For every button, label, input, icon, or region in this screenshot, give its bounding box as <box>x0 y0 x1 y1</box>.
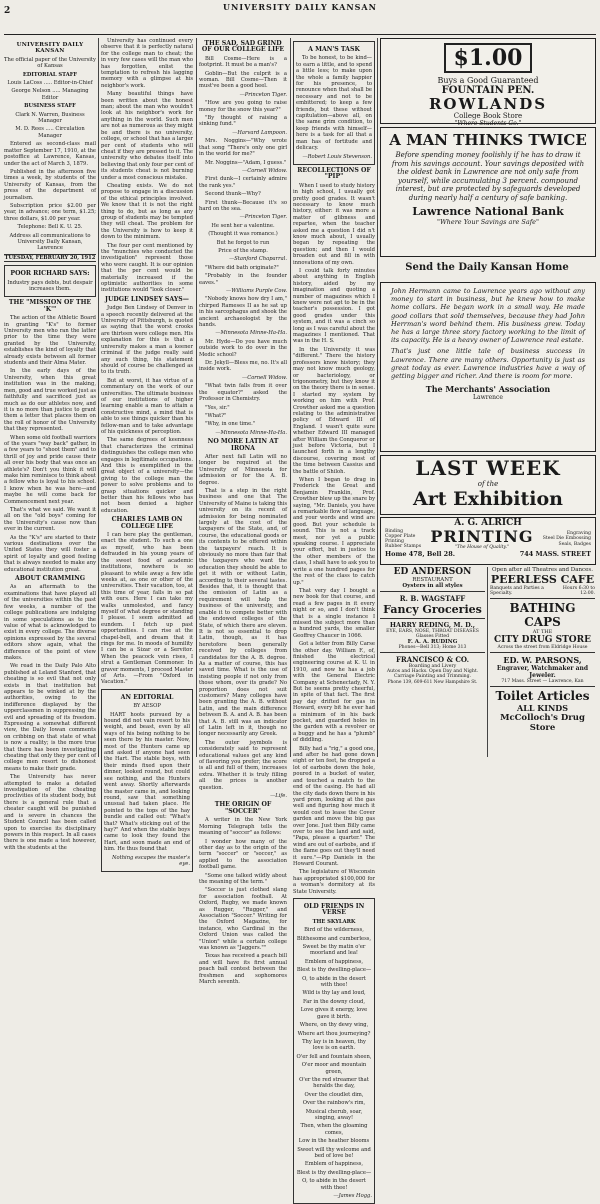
merchants-signature: The Merchants' Association <box>425 384 551 395</box>
column-1 <box>4 38 96 851</box>
lindsey-paragraph: The same degrees of keenness that characterizes the criminal distinguishes the college men who engages in legitimate occupations. And this is exemplified in the great object of a university—the giving to the college man the power to solve problems and to grasp situations quicker and better than his fellows who has not been denied a higher education. <box>101 437 193 514</box>
address-note: Address all communications to University Daily Kansan, Lawrence <box>9 232 91 252</box>
editorial-heading: AN EDITORIAL <box>120 693 174 701</box>
lindsey-paragraph: Judge Ben Lindsey of Denver in a speech recently delivered at the University of Pittsburgh, is quoted as saying that the worst crooks are thirteen were college men. His explanation for this is that a university makes a man a keener criminal if the judge really said any such thing, his statement should of course be challenged as to its truth. <box>101 305 193 376</box>
bank-headline: A MAN THINKS TWICE <box>389 131 587 149</box>
lindsey-paragraph: But at worst, it has virtue of a commentary on the work of our universities. The ultimate business of our institutions of higher learning enable a man to attain a constructive mind, a mind that is able to see things quicker than his fellow-man and to take advantage of his quickness of perception. <box>101 377 193 435</box>
joke-line: He sent her a valentine. <box>211 222 275 229</box>
peerless-row <box>490 586 595 596</box>
mission-paragraph: As the "K's" are started to their various destinations over the United States they will foster a spirit of loyalty and good feeling that is always needed to make any educational institution great. <box>4 534 96 573</box>
mans-task-heading: A MAN'S TASK <box>308 46 360 53</box>
ad-block <box>490 653 595 687</box>
joke-source: —Cornell Widow. <box>242 167 287 174</box>
francisco: FRANCISCO & CO. <box>395 655 470 664</box>
pen-line-2: FOUNTAIN PEN. <box>441 85 535 96</box>
ad-block <box>380 567 485 592</box>
city-drug-store: CITY DRUG STORE <box>494 635 591 645</box>
alrich-row <box>381 528 595 550</box>
business-heading: BUSINESS STAFF <box>24 103 76 110</box>
art-exhibition: Art Exhibition <box>413 488 563 510</box>
subscription-note: Subscription price $2.00 per year, in advance; one term, $1.25; three dollars, $1.00 per year. <box>4 202 96 222</box>
peerless-hours: Hours 6:30 to 12:00. <box>562 586 595 596</box>
old-friends-box <box>293 898 375 1204</box>
mission-paragraph: The action of the Athletic Board in granting "K's" to former University men who ran the latter prior to the time they were granted by the University, establishes the kind of loyalty that already exists between all former students and their Alma Mater. <box>4 315 96 367</box>
staff-line: Louis LaCoss ..... Editor-in-Chief <box>7 80 93 87</box>
ed-anderson: ED ANDERSON <box>393 567 472 577</box>
legislature-note: The legislature of Wisconsin has appropriated $100,000 for a woman's dormitory at its State University. <box>293 869 375 895</box>
poem-line: Thy lay is in heaven, thy love is on earth. <box>302 1038 366 1052</box>
bank-body: Before spending money foolishly if he has to draw it from his savings account. Your savings deposited with the oldest bank in Lawrence are not only safe from yourself, while accumulating 3 percent. compound interest, but are protected by safeguards developed during nearly half a century of safe banking. <box>391 151 585 202</box>
wagstaff: R. B. WAGSTAFF <box>399 594 466 603</box>
masthead-rule <box>4 34 596 35</box>
charles-paragraph: I can here play the gentleman, enact the student. To such a one as myself, who has been defrauded in his young years of the sweet food of academic institutions, nowhere is so pleasant to while away a few idle weeks at, as one or other of the universities. Their vacation, too, at this time of year, falls in so pat with ours. Here I can take my walks unmolested, and fancy myself of what degree or standing I please. I seem admitted ad eundem. I fetch up past opportunities. I can rise at the chapel-bell, and dream that it rings for me. In moods of humility I can be a Sizar or a Servitor. When the peacock vein rises, I strut a Gentleman Commoner. In graver moments, I proceed Master of Arts. —From "Oxford in Vacation." <box>101 532 193 686</box>
alrich-bottom <box>381 550 595 558</box>
open-after: Open after all Theatres and Dances. <box>492 567 593 573</box>
poem-line: O'er fell and fountain sheen, <box>296 1053 372 1060</box>
latin-source: —Life. <box>270 793 287 800</box>
alrich-center <box>430 528 533 550</box>
sharp-text: Industry pays debts, but despair increases them. <box>7 279 93 292</box>
alrich-name: A. G. ALRICH <box>454 518 522 528</box>
masthead <box>0 0 600 40</box>
poem-line: Blest is thy dwelling-place— <box>296 1169 372 1176</box>
ad-block <box>380 592 485 619</box>
ad-block <box>380 653 485 685</box>
store-name: ROWLANDS <box>428 95 548 113</box>
old-friends-heading: OLD FRIENDS IN VERSE <box>303 903 365 917</box>
soccer-paragraph: I wonder how many of the other day as to the origin of the term "soccer" or "soccer," as applied to the association football game. <box>199 838 287 871</box>
joke-line: First dunk—I certainly admire the rank yes." <box>199 176 287 189</box>
pen-price: $1.00 <box>453 45 523 71</box>
joke-source: —Williams Purple Cow. <box>226 288 287 294</box>
francisco-phone: Phone 139, 609-611 New Hampshire St. <box>387 679 478 685</box>
merchants-body-2: That's just one little tale of business success in Lawrence. There are many others. Opportunity is just as great today as ever. Lawrence industries have a way of getting bigger and richer. And there is room for more. <box>391 347 585 381</box>
harry-reding: HARRY REDING, M. D., <box>389 621 476 629</box>
joke-line: But he forgot to run <box>216 239 270 246</box>
store-sub: College Book Store <box>453 112 523 120</box>
editorial-byline: BY AESOP <box>133 703 161 710</box>
poem-line: Far in the downy cloud, <box>302 998 366 1005</box>
joke-line: "Nobody knows how dry I am," chirped Rameses II as he sat up in his sarcophagus and shook the ancient archaeologist by the hands. <box>199 296 287 329</box>
poem-author: —James Hogg. <box>333 1193 372 1200</box>
merchants-body: John Hermann came to Lawrence years ago without any money to start in business, but he knew how to make home collars. He began work in a small way. He made good collars that sold themselves, because they had John Herrman's word behind them. His business grew. Today he has a large three story factory working to the limit of its capacity. He is a heavy owner of Lawrence real estate. <box>391 287 585 345</box>
soccer-paragraph: A writer in the New York Morning Telegraph tells the meaning of "soccer" as follows: <box>199 817 287 837</box>
entered-note: Entered as second-class mail matter September 17, 1910, at the postoffice at Lawrence, Kansas, under the act of March 3, 1879. <box>4 141 96 167</box>
editorial-moral: Nothing escapes the master's eye. <box>111 854 190 867</box>
alrich-service: Binding <box>385 528 404 534</box>
about-note: Published in the afternoon five times a week, by students of the University of Kansas, from the press of the department of journalism. <box>4 168 96 201</box>
soccer-paragraph: "Soccer is just clothed slang for association football. At Oxford, Rugby, we made known as Rugger, "Rugger," and Association "Soccer." Writing for the Oxford Magazine, for instance, who Cardinal in the Oxford Union was called the "Union" while a certain college was known as "Jaggers."" <box>199 887 287 951</box>
charles-heading: CHARLES LAMB ON COLLEGE LIFE <box>111 516 183 530</box>
pip-paragraph: I could talk forty minutes about anything in English history, aided by my imagination and quoting a number of magazines which I knew were not apt to be in the teacher's possession. I got good grades under this system, and it was a cinch so long as I was careful about the magazines I mentioned. That was in the H. S. <box>293 268 375 345</box>
column-divider <box>290 38 291 757</box>
cramming-paragraph: We read in the Daily Palo Alto published at Leland Stanford, that cheating is so evil that not only exists in that institution but appears to be winked at by the authorities, owing to the indifference displayed by the upperclassmen in suppressing the evil and spreading of its freedom. Expressing a somewhat different view, the Daily Iowan comments on cribbing on that state of what is now a reality; is the more true that there has been investigating cheating that only they per cent of college men resort to dishonest means to make their grade. <box>4 663 96 772</box>
poem-line: Blithesome and cumberless, <box>296 935 372 942</box>
poem-line: Over the cloudlet dim, <box>304 1091 364 1098</box>
lindsey-heading: JUDGE LINDSEY SAYS— <box>105 295 189 303</box>
city-drug-location: Across the street from Eldridge House <box>497 645 588 650</box>
joke-line: Price of the stamp. <box>218 247 268 254</box>
pip-paragraph: Billy had a "rig," a good one, and after he had gone down eight or ten feet, he dropped a lot of earbobs down the hole, poured in a bucket of water, and touched a match to the end of the casing. He had all the city dads down there in his yard prom, looking at the gas well and figuring how much it would cost to lease the Cover garden and move the big gas over Jone. Just then Billy came over to see the land and said, "Papa, please a quarter." The wind are out of earbobs, and if the flame goes out they'll need it sure."—Pip Daniels in the Howard Courant. <box>293 745 375 867</box>
sad-heading: THE SAD, SAD GRIND OF OUR COLLEGE LIFE <box>201 40 285 54</box>
joke-line: "Why, in one time." <box>205 421 256 428</box>
of-the: of the <box>477 480 499 488</box>
mission-heading: THE "MISSION OF THE 'K'" <box>8 299 92 313</box>
poem-line: O, to abide in the desert with thee! <box>302 975 366 989</box>
alrich-right <box>543 531 591 547</box>
issue-date: TUESDAY, FEBRUARY 20, 1912 <box>4 254 96 261</box>
poem-line: Love gives it energy, love gave it birth. <box>300 1007 368 1020</box>
small-ads-left <box>380 567 485 759</box>
page-number: 2 <box>4 6 11 16</box>
harry-specialty: EYE, EARS, NOSE, THROAT DISEASES <box>386 629 479 634</box>
joke-line: "Where did bath originate?" <box>205 264 279 271</box>
mission-paragraph: In the early days of the University, when this great institution was in the making, men, good and true worked just as faithfully and sacrificed just as much as do our athletes now, and it is no more than justice to grant them a letter that places them on the roll of honor of the University that they represented. <box>4 368 96 433</box>
joke-line: (Thought it was romance.) <box>208 231 278 238</box>
ad-block <box>490 687 595 733</box>
store-tag: "Where Students Go." <box>454 120 522 127</box>
ad-block <box>490 567 595 599</box>
column-3 <box>199 38 287 986</box>
staff-line: George Nelson ..... Managing Editor <box>11 88 89 101</box>
alrich-service: Copper Plate <box>385 533 416 539</box>
pen-line-1: Buys a Good Guaranteed <box>437 76 539 85</box>
joke-line: "Yes, sir." <box>205 404 230 411</box>
fountain-pen-ad <box>380 38 596 127</box>
ad-block <box>380 619 485 653</box>
bank-name: Lawrence National Bank <box>412 204 564 218</box>
poem-line: Blest is thy dwelling-place— <box>296 967 372 974</box>
joke-line: Bill Cosme—Here is a footprint. It must be a man's? <box>199 55 287 69</box>
bank-ad <box>380 127 596 257</box>
bathing-caps: BATHING CAPS <box>509 601 576 629</box>
merchants-city: Lawrence <box>473 394 503 402</box>
last-week: LAST WEEK <box>415 456 561 480</box>
poem-lines <box>296 927 372 1191</box>
poem-line: Emblem of happiness, <box>304 958 364 965</box>
poem-line: O'er the red streamer that heralds the day, <box>299 1076 369 1090</box>
alrich-phone: Home 478, Bell 28. <box>385 550 455 558</box>
joke-source: —Princeton Tiger. <box>239 91 287 98</box>
soccer-paragraph: Texas has received a peach bill and will have its first annual peach ball contest between the freshmen and sophomores March seventh. <box>199 953 287 986</box>
pip-paragraph: When I used to study history in high school, I usually got pretty good grades. It wasn't necessary to know much history, either: it was more a matter of glibness and repartee, when the teacher asked me a question I did n't know much about, I usually began by repeating the question; and then I would broaden out and fill in with innovations of my own. <box>293 182 375 266</box>
alrich-left <box>385 529 421 550</box>
sharp-heading: POOR RICHARD SAYS: <box>10 270 90 278</box>
joke-line: Mr. Hyde—Do you have much outside work to do over in the Medic school? <box>199 338 287 358</box>
joke-source: —Minnesota Minne-Ha-Ha. <box>215 330 287 337</box>
soccer-paragraph: "Some one talked wildly about the meaning of the term." <box>199 872 287 885</box>
poem-line: O'er moor and mountain green, <box>301 1062 367 1075</box>
poem-line: Emblem of happiness, <box>304 1161 364 1168</box>
fa-phones: Phones—Bell 313; Home 313 <box>398 645 467 650</box>
column-2 <box>101 38 193 867</box>
latin-heading: NO MORE LATIN AT IRONA <box>207 438 279 452</box>
poem-line: Bird of the wilderness, <box>304 927 364 934</box>
poem-line: Then, when the gloaming comes, <box>300 1123 368 1136</box>
poem-line: Where art thou journeying? <box>297 1030 371 1037</box>
poem-line: Where, on thy dewy wing, <box>299 1022 369 1029</box>
joke-line: "How are you going to raise money for the snow this year?" <box>199 100 287 113</box>
joke-source: —Princeton Tiger. <box>239 214 287 221</box>
paper-name: UNIVERSITY DAILY KANSAN <box>16 42 84 55</box>
ads-divider <box>487 567 488 757</box>
poem-title: THE SKYLARK <box>312 918 356 925</box>
pip-heading: RECOLLECTIONS OF "PIP" <box>297 166 371 181</box>
joke-line: Goblin—But the culprit is a woman. Bill Cosme—Then it must've been a good heel. <box>199 70 287 90</box>
all-kinds: ALL KINDS <box>517 703 568 713</box>
engraver: Engraver, Watchmaker and Jeweler. <box>496 665 589 679</box>
ad-block <box>490 599 595 653</box>
pip-paragraph: That very day I bought a new book for that course, and read a few pages in it every night or so, and I don't think that is a single instance I missed the subject more than a hundred yards, the smaller Geoffrey Chaucer in 1066. <box>293 587 375 639</box>
poem-line: Musical cherub, soar, singing, away! <box>305 1108 363 1121</box>
masthead-title: UNIVERSITY DAILY KANSAN <box>223 2 377 12</box>
column-divider <box>377 38 378 757</box>
editorial-box <box>101 689 193 873</box>
joke-source: —Cornell Widow. <box>242 374 287 381</box>
joke-line: Second thunk—Why? <box>205 191 261 198</box>
telephone-note: Telephone: Bell K. U. 25. <box>17 224 83 231</box>
poem-line: Over the rainbow's rim, <box>302 1100 366 1107</box>
mccolloch: McColloch's Drug Store <box>500 713 585 733</box>
joke-line: Mrs. Noggins—"Why wrote that song "There's only one girl in the world for me?" <box>199 138 287 158</box>
poem-line: Wild is thy lay and loud, <box>302 990 366 997</box>
art-exhibition-ad <box>380 455 596 515</box>
cramming-paragraph: The University has never attempted to make a detailed investigation of the cheating proclivities of its student body, but there is a general rule that a cheater caught will be punished and is severe in chances the Student Council has been called upon to exercise its disciplinary powers in this respect. In all cases there is one made a test however, with the students at the <box>4 774 96 851</box>
official-note: The official paper of the University of Kansas <box>4 56 96 70</box>
small-ads-right <box>490 567 595 759</box>
pip-paragraph: When I began to drag in Frederick the Great and Benjamin Franklin, Prof. Crowther blew up the snare by saying, "Mr. Daniels, you have a remarkable flow of language, and your words and wind are good. But your schedule is sound. This is not a track meet, nor yet a public speaking course. I appreciate your effort, but in justice to the other members of the class, I shall have to ask you to write a one hundred pages for the rest of the class to catch up." <box>293 477 375 586</box>
toilet-articles: Toilet Articles <box>495 689 590 703</box>
mission-paragraph: When some old football warriors of the years "way back" gather, in a few years to "shoot them" and to thrill of joy and pride cause their all over his body that was once an athlete's? Don't you think it will make him reminisce to think about a fellow who is loyal to his school. I know when he was here—and maybe he will come back for Commencement next year. <box>4 434 96 505</box>
peerless-banquets: Banquets and Parties a Specialty. <box>490 586 544 596</box>
alrich-ad <box>380 517 596 565</box>
sharp-box <box>4 265 96 297</box>
ed-parsons: ED. W. PARSONS, <box>503 655 582 665</box>
pip-paragraph: In the University it was "different." There the history professors know history; they may not know much geology, or bacteriology, or trigonometry, but they know it on the theory there is in sense. I started my system by working on him with Prof. Crowther asked me a question relating to the administrative policy of Edward III of England. I wasn't quite sure whether Edward III managed after William the Conqueror or just before Victoria, but I launched forth in a lengthy discourse, covering most of the time between Cassius and the battle of Shiloh. <box>293 346 375 475</box>
joke-line: Dr. Jekyll—Bless me, no. It's all inside work. <box>199 360 287 373</box>
mans-task-source: —Robert Louis Stevenson. <box>302 153 372 160</box>
cramming-heading: ABOUT CRAMMING <box>14 575 86 583</box>
column-4 <box>293 38 375 1200</box>
joke-source: —Minnesota Minne-Ha-Ha. <box>215 429 287 436</box>
column-divider <box>196 38 197 757</box>
alrich-service: Seals, Badges <box>558 541 591 547</box>
alrich-printing: PRINTING <box>430 527 534 546</box>
poem-line: O, to abide in the desert with thee! <box>302 1178 366 1191</box>
mission-paragraph: That's what we said. We want it all on the "old boys" coming for the University's cause now than ever in the current. <box>4 507 96 533</box>
francisco-sub: Boarding and Livery <box>408 664 457 669</box>
joke-source: —Harvard Lampoon. <box>232 129 287 136</box>
fancy-groceries: Fancy Groceries <box>383 603 482 616</box>
send-kansan-home: Send the Daily Kansan Home <box>405 262 569 273</box>
fa-ruding: F. A. A. RUDING <box>407 639 458 645</box>
alrich-service: Engraving <box>566 531 591 537</box>
peerless-cafe: PEERLESS CAFE <box>490 573 595 586</box>
francisco-line: Autos and Hacks. Open Day and Night. Carriage Painting and Trimming. <box>386 669 479 680</box>
alrich-address: 744 MASS. STREET <box>519 550 591 558</box>
latin-paragraph: The outer jsymbols is considerately said to represent educational values get any kind of flavoring you prefer; the score is all and full of them, increases extra. Whether it is truly filling all the prices is another question. <box>199 739 287 791</box>
poem-line: Sweet will thy welcome and bed of love be! <box>297 1146 371 1159</box>
cramming-paragraph: University has continued every observe that it is perfectly natural for the college man to cheat; the in very few cases will the man who has forgotten, enlist the temptation to refresh his lagging memory with a glimpse at his neighbor's work. <box>101 38 193 89</box>
joke-line: "By thought of raising a sinking fund." <box>199 115 287 128</box>
soccer-heading: THE ORIGIN OF "SOCCER" <box>214 801 272 815</box>
poem-line: Low in the heather blooms <box>298 1138 370 1145</box>
latin-paragraph: After next fall Latin will no longer be required at the University of Minnesota for admission or for the A. B. degree. <box>199 453 287 486</box>
alrich-service: Rubber Stamps <box>385 544 422 550</box>
alrich-service: Printing <box>385 539 404 544</box>
latin-paragraph: That is a step in the right business and one that The University of Maine is taking this university on its recent of admission for being nominated largely at the cost of the taxpayers of the State, and, of course, the educational goods or its contents to be offered within the taxpayers' reach. It is obviously no more than fair that the taxpayers who want the education they should be able to get it with or without Latin, according to their several tastes. Besides that, it is thought that the omission of Latin as a requirement will help the business of the university, and enable it to compete better with the endowed colleges of the State, of which there are eleven. It is not so essential to drop Latin, though, as it has heretofore been generally received by colleges from candidates for the A. B. degree. As a matter of course, this has saved time. What is the use of insisting people if not only from those whom, over its grade? No proportion does not suit customers? Many colleges have been granting the A. B. without Latin, and the main difference between B. A. and A. B. has been that A. B. still was an indicator of Latin left in it, though no longer necessarily any Greek. <box>199 487 287 738</box>
business-line: Clark N. Warren, Business Manager <box>15 111 85 125</box>
joke-source: —Stanford Chaparral. <box>229 256 287 263</box>
column-divider <box>98 38 99 757</box>
joke-line: Mr. Noggins—"Adam, I guess." <box>205 159 287 166</box>
staff-heading: EDITORIAL STAFF <box>22 71 78 78</box>
bank-tag: "Where Your Savings are Safe" <box>436 217 540 226</box>
price-box <box>444 43 533 73</box>
engraver-address: 717 Mass. Street — Lawrence, Kan <box>501 679 584 684</box>
harry-glasses: Glasses Fitted <box>415 634 450 639</box>
bathing-at: AT THE <box>532 629 553 635</box>
editorial-paragraph: HART hoots pursued by a hound did not vain resort to his weight, and beast, even by all ways of his being nothing to be seen there by his master. Now, most of the Hunters came up and asked if anyone had seen the Hart. The stable boys, with their minds fixed upon their dinner, looked round, but could see nothing, and the Hunters went away. Shortly afterwards the master came in, and looking round, saw that something unusual had taken place. He pointed to the tops of the hay bundle and called out: "What's that? What's sticking out of the hay?" And when the stable boys came to look they found the Hart, and soon made an end of him. He thus found that <box>104 711 190 853</box>
alrich-service: Steel Die Embossing <box>542 536 591 542</box>
merchants-ad <box>380 282 596 452</box>
poem-line: Sweet be thy matin o'er moorland and lea! <box>302 944 366 957</box>
mans-task-paragraph: To be honest, to be kind—to earn a little, and to spend a little less; to make upon the whole a family happier for his presence, to renounce when that shall be necessary and not to be embittered; to keep a few friends, but these without capitulation—above all, on the same grim condition, to keep friends with himself—here is a task for all that a man has of fortitude and delicacy. <box>296 55 372 152</box>
cramming-paragraph: Many beautiful things have been written about the honest man; about the man who wouldn't look at his neighbor's work for anything in the world. Such men are not as numerous as they might be and there is no university, college, or school that has a larger per cent of students who will cheat if they are pressed to it. The university who debates itself into believing that only four per cent of its students cheat is not burning under a most conscious mistake. <box>101 91 193 181</box>
alrich-motto: "The House of Quality." <box>454 545 510 550</box>
joke-line: "What?" <box>205 412 227 419</box>
ed-oysters: Oysters in all styles <box>402 583 463 589</box>
pip-paragraph: Got a letter from Billy Carse the other day. William F., of, finished the electrical engineering course at K. U. in 1910, and now he has a job with the General Electric Company at Schenectady, N. Y. But he seems pretty cheerful, in spite of that fact. The first pay day drifted for gas in Howard, every bit he ever had a minimum of in his back pocket, and guarded holes in the garden with a revolver or a buggy and he has a "plumb" of diddling. <box>293 641 375 744</box>
joke-line: "Probably in the founder eaves." <box>199 273 287 286</box>
joke-line: First thunk—Because it's so hard on the sea. <box>199 199 287 212</box>
cramming-paragraph: The four per cent mentioned by the "munchies who conducted the investigation" represent those who were caught. It is our opinion that the per cent would be materially increased if the optimistic authorities in some institutions would "look closer." <box>101 242 193 294</box>
mans-task-box <box>293 41 375 165</box>
cramming-paragraph: As an aftermath to the examinations that have played all of the universities within the past few weeks, a number of the college publications are indulging in some speculations as to the value of what is acknowledged to exist in every college. The diverse opinions expressed by the several editors show again, what the difference of the point of view makes. <box>4 584 96 661</box>
cramming-paragraph: Cheating exists. We do not propose to engage in a discussion of the ethical principles involved. We know that it is not the right thing to do, but as long as any group of students may be tempted they will cheat. The problem for the University is how to keep it down to the minimum. <box>101 182 193 241</box>
business-line: M. D. Rees ..... Circulation Manager <box>15 126 85 139</box>
joke-line: "What twin falls from it over the equator?" asked the Professor in Chemistry. <box>199 383 287 403</box>
ed-restaurant: RESTAURANT <box>412 577 453 583</box>
